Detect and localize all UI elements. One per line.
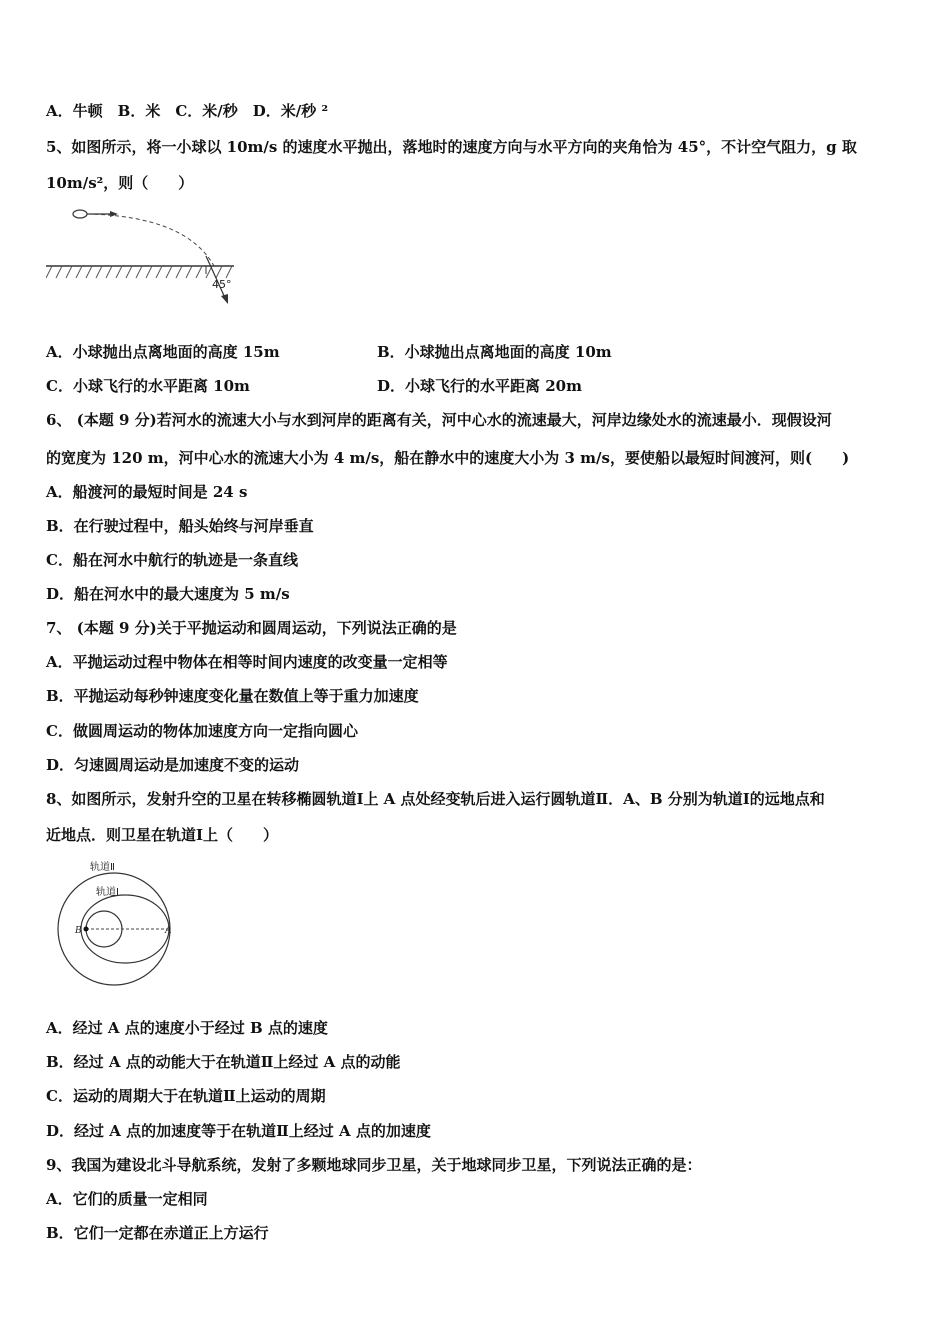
q5-option-b: B．小球抛出点离地面的高度 10m [377,343,612,361]
q7-option-a: A．平抛运动过程中物体在相等时间内速度的改变量一定相等 [46,653,448,671]
q7-option-d: D．匀速圆周运动是加速度不变的运动 [46,756,300,774]
q7-option-b: B．平抛运动每秒钟速度变化量在数值上等于重力加速度 [46,687,419,705]
q6-option-b: B．在行驶过程中，船头始终与河岸垂直 [46,517,314,535]
q5-option-d: D．小球飞行的水平距离 20m [377,377,582,395]
q9-option-b: B．它们一定都在赤道正上方运行 [46,1224,269,1242]
point-b-label: B [75,926,82,936]
angle-label: 45° [212,278,232,291]
q6-option-d: D．船在河水中的最大速度为 5 m/s [46,585,290,603]
point-b [84,927,89,932]
point-a-label: A [165,926,172,936]
q6-option-c: C．船在河水中航行的轨迹是一条直线 [46,551,298,569]
q8-stem-line1: 8、如图所示，发射升空的卫星在转移椭圆轨道Ⅰ上 A 点处经变轨后进入运行圆轨道Ⅱ．A、B 分别为轨道Ⅰ的远地点和 [46,790,825,808]
q8-orbit-figure [46,857,182,989]
q6-option-a: A．船渡河的最短时间是 24 s [46,483,248,501]
q6-stem-line2: 的宽度为 120 m，河中心水的流速大小为 4 m/s，船在静水中的速度大小为 3 m/s，要使船以最短时间渡河，则( ) [46,449,850,467]
q8-option-b: B．经过 A 点的动能大于在轨道Ⅱ上经过 A 点的动能 [46,1053,401,1071]
q8-option-a: A．经过 A 点的速度小于经过 B 点的速度 [46,1019,328,1037]
q5-option-c: C．小球飞行的水平距离 10m [46,377,250,395]
ball [73,210,87,218]
q7-option-c: C．做圆周运动的物体加速度方向一定指向圆心 [46,722,358,740]
q4-options: A．牛顿 B．米 C．米/秒 D．米/秒 ² [46,102,329,120]
orbit-i-label: 轨道Ⅰ [96,887,119,898]
orbit-ii-label: 轨道Ⅱ [90,862,115,873]
q5-stem-line1: 5、如图所示，将一小球以 10m/s 的速度水平抛出，落地时的速度方向与水平方向的夹角恰为 45°，不计空气阻力，g 取 [46,138,857,156]
q8-option-c: C．运动的周期大于在轨道Ⅱ上运动的周期 [46,1087,326,1105]
trajectory [87,214,214,266]
q7-stem: 7、 (本题 9 分)关于平抛运动和圆周运动，下列说法正确的是 [46,619,457,637]
q9-option-a: A．它们的质量一定相同 [46,1190,208,1208]
q5-option-a: A．小球抛出点离地面的高度 15m [46,343,280,361]
orbit-i-ellipse [81,895,169,963]
q5-stem-line2: 10m/s²，则（ ） [46,174,194,192]
q6-stem-line1: 6、 (本题 9 分)若河水的流速大小与水到河岸的距离有关，河中心水的流速最大，河岸边缘处水的流速最小．现假设河 [46,411,832,429]
q9-stem: 9、我国为建设北斗导航系统，发射了多颗地球同步卫星，关于地球同步卫星，下列说法正确的是： [46,1156,702,1174]
q5-projectile-figure [46,204,240,320]
q8-stem-line2: 近地点．则卫星在轨道Ⅰ上（ ） [46,826,279,844]
q8-option-d: D．经过 A 点的加速度等于在轨道Ⅱ上经过 A 点的加速度 [46,1122,431,1140]
